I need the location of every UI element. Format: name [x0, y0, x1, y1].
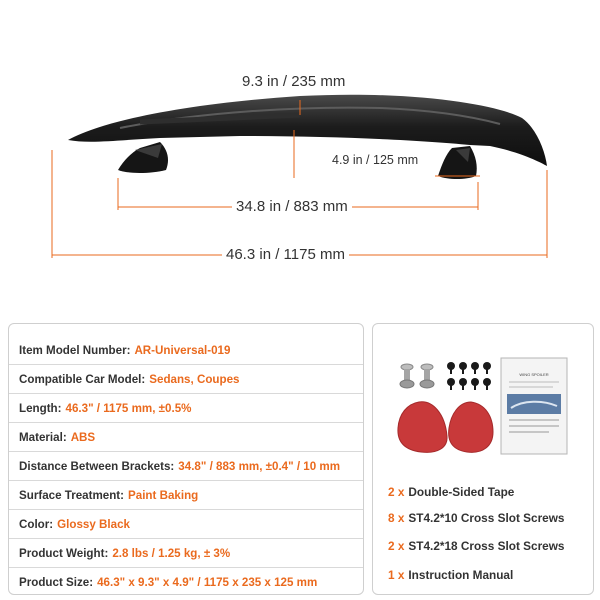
spec-row-length: Length: 46.3" / 1175 mm, ±0.5% — [9, 394, 363, 423]
spec-row-weight: Product Weight: 2.8 lbs / 1.25 kg, ± 3% — [9, 539, 363, 568]
long-screw-icon — [420, 364, 434, 388]
package-item-short-screws: 8 x ST4.2*10 Cross Slot Screws — [388, 511, 565, 525]
tape-pad-icon — [449, 402, 493, 452]
spec-row-material: Material: ABS — [9, 423, 363, 452]
spec-row-surface: Surface Treatment: Paint Baking — [9, 481, 363, 510]
dimension-bracket-span: 34.8 in / 883 mm — [232, 198, 352, 215]
short-screw-icons — [447, 362, 491, 390]
package-items-illustration — [373, 324, 593, 474]
spec-row-color: Color: Glossy Black — [9, 510, 363, 539]
manual-cover-text: WING SPOILER — [519, 372, 549, 377]
package-item-long-screws: 2 x ST4.2*18 Cross Slot Screws — [388, 539, 565, 553]
dimension-total-length: 46.3 in / 1175 mm — [222, 246, 349, 263]
package-item-tape: 2 x Double-Sided Tape — [388, 485, 515, 499]
dimension-height: 4.9 in / 125 mm — [332, 153, 419, 167]
spec-row-compatible: Compatible Car Model: Sedans, Coupes — [9, 365, 363, 394]
package-contents — [372, 323, 594, 595]
specifications-table — [8, 323, 364, 595]
long-screw-icon — [400, 364, 414, 388]
tape-pad-icon — [398, 402, 447, 453]
dimension-top-width: 9.3 in / 235 mm — [238, 73, 349, 90]
package-item-manual: 1 x Instruction Manual — [388, 568, 514, 582]
instruction-manual-icon — [501, 358, 567, 454]
spec-row-model: Item Model Number: AR-Universal-019 — [9, 336, 363, 365]
spec-row-bracket-distance: Distance Between Brackets: 34.8" / 883 mm, ±0.4" / 10 mm — [9, 452, 363, 481]
spec-row-size: Product Size: 46.3" x 9.3" x 4.9" / 1175 x 235 x 125 mm — [19, 576, 318, 589]
